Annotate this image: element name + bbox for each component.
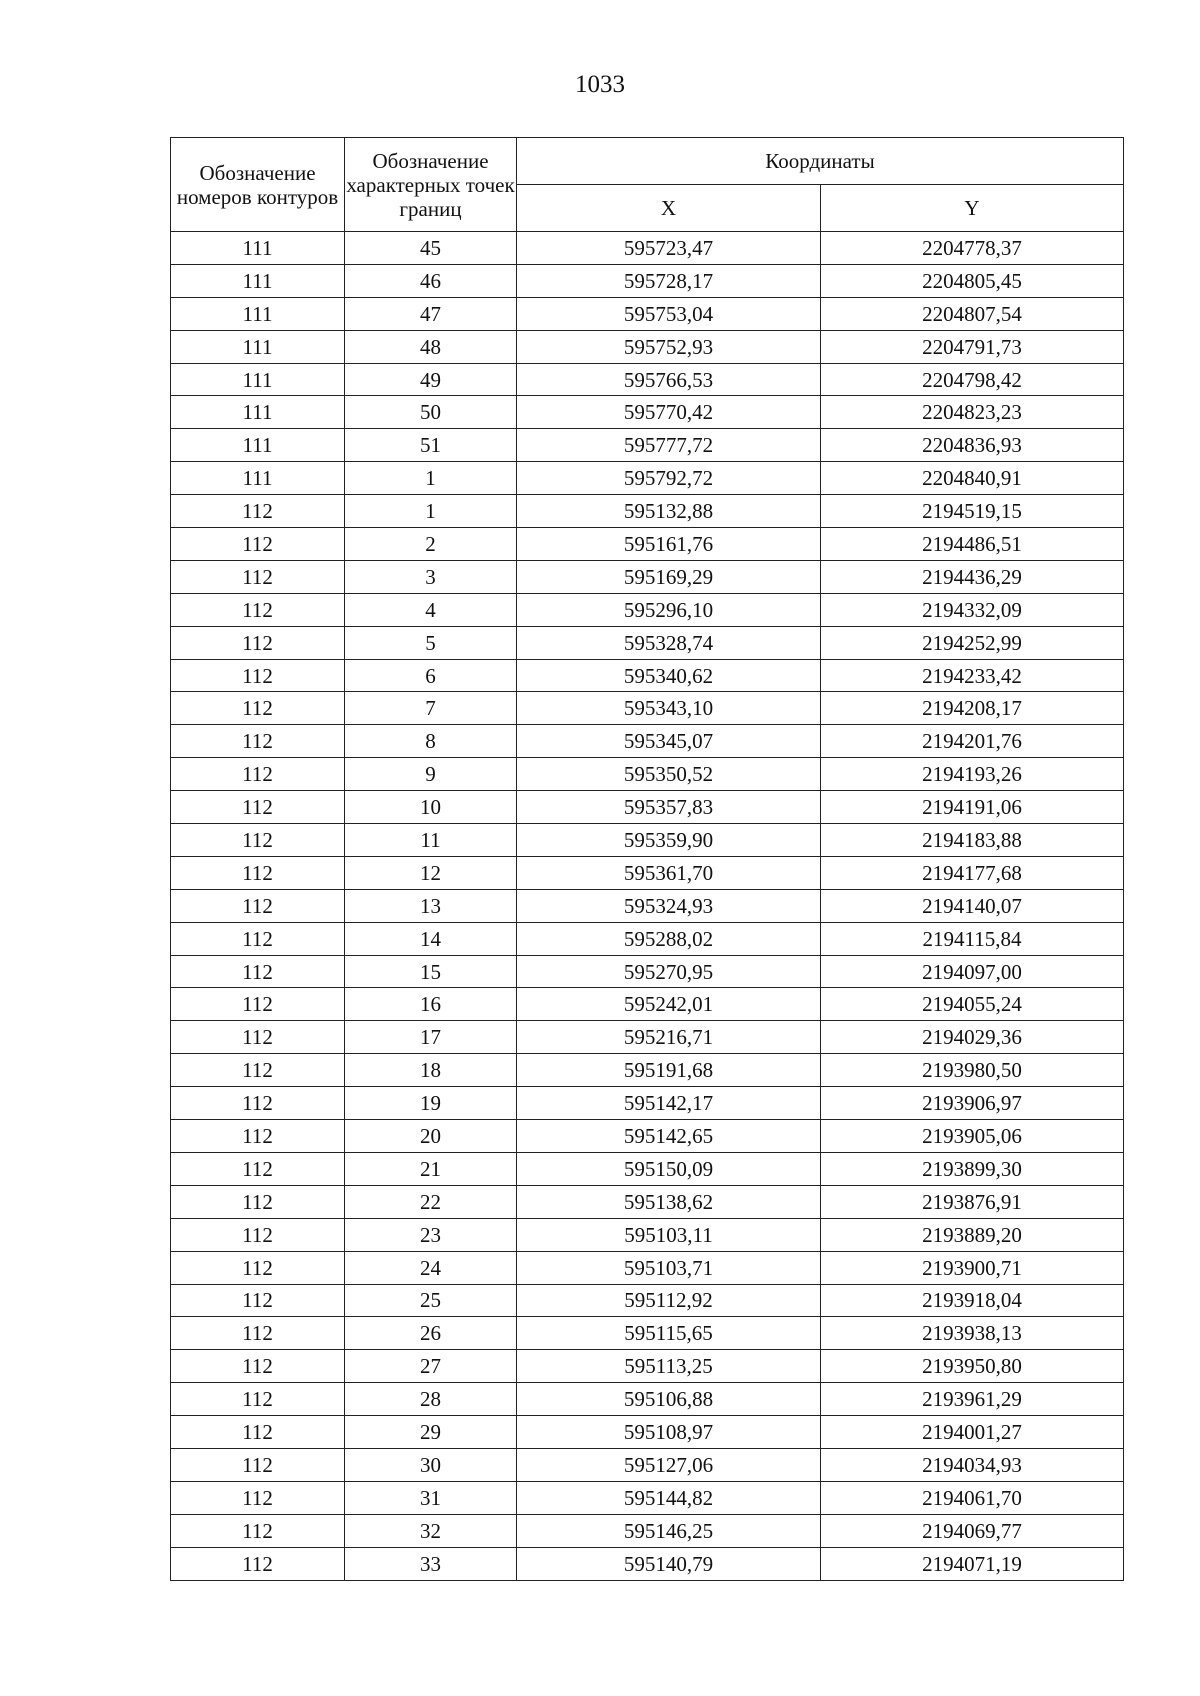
x-coordinate-cell: 595113,25	[517, 1350, 821, 1383]
y-coordinate-cell: 2193899,30	[821, 1152, 1124, 1185]
point-number-cell: 1	[345, 495, 517, 528]
point-number-cell: 49	[345, 363, 517, 396]
y-coordinate-cell: 2194097,00	[821, 955, 1124, 988]
y-coordinate-cell: 2193980,50	[821, 1054, 1124, 1087]
table-row	[171, 1317, 1124, 1350]
point-number-cell: 28	[345, 1383, 517, 1416]
x-coordinate-cell: 595132,88	[517, 495, 821, 528]
contour-number-cell: 112	[171, 955, 345, 988]
point-number-cell: 22	[345, 1185, 517, 1218]
table-row	[171, 232, 1124, 265]
table-row	[171, 692, 1124, 725]
contour-number-cell: 112	[171, 988, 345, 1021]
contour-number-cell: 111	[171, 429, 345, 462]
header-boundary-points: Обозначение характерных точек границ	[345, 138, 517, 232]
x-coordinate-cell: 595361,70	[517, 856, 821, 889]
table-row	[171, 462, 1124, 495]
contour-number-cell: 111	[171, 232, 345, 265]
point-number-cell: 51	[345, 429, 517, 462]
x-coordinate-cell: 595140,79	[517, 1547, 821, 1580]
table-row	[171, 1152, 1124, 1185]
y-coordinate-cell: 2194183,88	[821, 824, 1124, 857]
x-coordinate-cell: 595777,72	[517, 429, 821, 462]
contour-number-cell: 111	[171, 264, 345, 297]
x-coordinate-cell: 595142,17	[517, 1087, 821, 1120]
x-coordinate-cell: 595770,42	[517, 396, 821, 429]
point-number-cell: 5	[345, 626, 517, 659]
point-number-cell: 50	[345, 396, 517, 429]
point-number-cell: 16	[345, 988, 517, 1021]
contour-number-cell: 112	[171, 824, 345, 857]
y-coordinate-cell: 2193889,20	[821, 1218, 1124, 1251]
y-coordinate-cell: 2194001,27	[821, 1416, 1124, 1449]
y-coordinate-cell: 2194069,77	[821, 1514, 1124, 1547]
header-x: X	[517, 185, 821, 232]
contour-number-cell: 112	[171, 1547, 345, 1580]
x-coordinate-cell: 595138,62	[517, 1185, 821, 1218]
table-row	[171, 791, 1124, 824]
x-coordinate-cell: 595753,04	[517, 297, 821, 330]
point-number-cell: 13	[345, 889, 517, 922]
point-number-cell: 20	[345, 1120, 517, 1153]
table-row	[171, 1448, 1124, 1481]
contour-number-cell: 112	[171, 856, 345, 889]
x-coordinate-cell: 595350,52	[517, 758, 821, 791]
contour-number-cell: 111	[171, 330, 345, 363]
contour-number-cell: 112	[171, 889, 345, 922]
x-coordinate-cell: 595191,68	[517, 1054, 821, 1087]
table-row	[171, 955, 1124, 988]
contour-number-cell: 111	[171, 462, 345, 495]
table-row	[171, 1481, 1124, 1514]
table-body	[171, 232, 1124, 1581]
x-coordinate-cell: 595328,74	[517, 626, 821, 659]
y-coordinate-cell: 2204778,37	[821, 232, 1124, 265]
contour-number-cell: 112	[171, 1514, 345, 1547]
x-coordinate-cell: 595150,09	[517, 1152, 821, 1185]
contour-number-cell: 112	[171, 1383, 345, 1416]
y-coordinate-cell: 2204798,42	[821, 363, 1124, 396]
x-coordinate-cell: 595242,01	[517, 988, 821, 1021]
contour-number-cell: 112	[171, 1481, 345, 1514]
table-row	[171, 725, 1124, 758]
table-row	[171, 363, 1124, 396]
table-row	[171, 593, 1124, 626]
point-number-cell: 26	[345, 1317, 517, 1350]
point-number-cell: 32	[345, 1514, 517, 1547]
x-coordinate-cell: 595270,95	[517, 955, 821, 988]
y-coordinate-cell: 2204836,93	[821, 429, 1124, 462]
y-coordinate-cell: 2204791,73	[821, 330, 1124, 363]
point-number-cell: 23	[345, 1218, 517, 1251]
contour-number-cell: 112	[171, 1416, 345, 1449]
y-coordinate-cell: 2194519,15	[821, 495, 1124, 528]
x-coordinate-cell: 595343,10	[517, 692, 821, 725]
table-row	[171, 429, 1124, 462]
x-coordinate-cell: 595766,53	[517, 363, 821, 396]
y-coordinate-cell: 2193938,13	[821, 1317, 1124, 1350]
table-row	[171, 922, 1124, 955]
x-coordinate-cell: 595359,90	[517, 824, 821, 857]
y-coordinate-cell: 2193906,97	[821, 1087, 1124, 1120]
table-row	[171, 1087, 1124, 1120]
table-row	[171, 1547, 1124, 1580]
table-row	[171, 659, 1124, 692]
point-number-cell: 17	[345, 1021, 517, 1054]
table-header	[171, 138, 1124, 232]
x-coordinate-cell: 595144,82	[517, 1481, 821, 1514]
y-coordinate-cell: 2193876,91	[821, 1185, 1124, 1218]
table-row	[171, 626, 1124, 659]
x-coordinate-cell: 595161,76	[517, 528, 821, 561]
point-number-cell: 10	[345, 791, 517, 824]
point-number-cell: 14	[345, 922, 517, 955]
contour-number-cell: 111	[171, 363, 345, 396]
table-row	[171, 889, 1124, 922]
table-row	[171, 856, 1124, 889]
point-number-cell: 31	[345, 1481, 517, 1514]
x-coordinate-cell: 595216,71	[517, 1021, 821, 1054]
table-row	[171, 560, 1124, 593]
table-row	[171, 1021, 1124, 1054]
x-coordinate-cell: 595103,71	[517, 1251, 821, 1284]
table-row	[171, 824, 1124, 857]
x-coordinate-cell: 595296,10	[517, 593, 821, 626]
point-number-cell: 8	[345, 725, 517, 758]
header-contour-numbers: Обозначение номеров контуров	[171, 138, 345, 232]
y-coordinate-cell: 2204840,91	[821, 462, 1124, 495]
contour-number-cell: 112	[171, 1185, 345, 1218]
point-number-cell: 24	[345, 1251, 517, 1284]
y-coordinate-cell: 2193961,29	[821, 1383, 1124, 1416]
contour-number-cell: 111	[171, 396, 345, 429]
y-coordinate-cell: 2194486,51	[821, 528, 1124, 561]
table-row	[171, 396, 1124, 429]
x-coordinate-cell: 595723,47	[517, 232, 821, 265]
y-coordinate-cell: 2194193,26	[821, 758, 1124, 791]
point-number-cell: 47	[345, 297, 517, 330]
point-number-cell: 21	[345, 1152, 517, 1185]
coordinates-table	[170, 137, 1124, 1581]
y-coordinate-cell: 2193950,80	[821, 1350, 1124, 1383]
contour-number-cell: 112	[171, 791, 345, 824]
table-row	[171, 1185, 1124, 1218]
point-number-cell: 3	[345, 560, 517, 593]
contour-number-cell: 112	[171, 1152, 345, 1185]
contour-number-cell: 112	[171, 1021, 345, 1054]
contour-number-cell: 112	[171, 1448, 345, 1481]
contour-number-cell: 112	[171, 692, 345, 725]
contour-number-cell: 112	[171, 593, 345, 626]
y-coordinate-cell: 2194034,93	[821, 1448, 1124, 1481]
table-row	[171, 495, 1124, 528]
contour-number-cell: 112	[171, 626, 345, 659]
table-row	[171, 297, 1124, 330]
contour-number-cell: 112	[171, 495, 345, 528]
x-coordinate-cell: 595115,65	[517, 1317, 821, 1350]
y-coordinate-cell: 2193918,04	[821, 1284, 1124, 1317]
table-row	[171, 1284, 1124, 1317]
contour-number-cell: 112	[171, 1350, 345, 1383]
point-number-cell: 1	[345, 462, 517, 495]
table-row	[171, 1251, 1124, 1284]
contour-number-cell: 112	[171, 922, 345, 955]
table-row	[171, 1218, 1124, 1251]
x-coordinate-cell: 595340,62	[517, 659, 821, 692]
point-number-cell: 45	[345, 232, 517, 265]
table-row	[171, 1350, 1124, 1383]
point-number-cell: 11	[345, 824, 517, 857]
y-coordinate-cell: 2194055,24	[821, 988, 1124, 1021]
table-row	[171, 1383, 1124, 1416]
point-number-cell: 33	[345, 1547, 517, 1580]
contour-number-cell: 112	[171, 1087, 345, 1120]
contour-number-cell: 112	[171, 1218, 345, 1251]
x-coordinate-cell: 595357,83	[517, 791, 821, 824]
y-coordinate-cell: 2194208,17	[821, 692, 1124, 725]
y-coordinate-cell: 2193905,06	[821, 1120, 1124, 1153]
point-number-cell: 25	[345, 1284, 517, 1317]
point-number-cell: 12	[345, 856, 517, 889]
y-coordinate-cell: 2194233,42	[821, 659, 1124, 692]
contour-number-cell: 112	[171, 758, 345, 791]
point-number-cell: 30	[345, 1448, 517, 1481]
contour-number-cell: 112	[171, 659, 345, 692]
contour-number-cell: 112	[171, 528, 345, 561]
y-coordinate-cell: 2204823,23	[821, 396, 1124, 429]
point-number-cell: 29	[345, 1416, 517, 1449]
point-number-cell: 46	[345, 264, 517, 297]
y-coordinate-cell: 2194140,07	[821, 889, 1124, 922]
table-row	[171, 1120, 1124, 1153]
x-coordinate-cell: 595345,07	[517, 725, 821, 758]
point-number-cell: 19	[345, 1087, 517, 1120]
x-coordinate-cell: 595288,02	[517, 922, 821, 955]
x-coordinate-cell: 595792,72	[517, 462, 821, 495]
table-row	[171, 330, 1124, 363]
y-coordinate-cell: 2194201,76	[821, 725, 1124, 758]
y-coordinate-cell: 2194071,19	[821, 1547, 1124, 1580]
page-number: 1033	[575, 71, 625, 98]
y-coordinate-cell: 2194191,06	[821, 791, 1124, 824]
x-coordinate-cell: 595169,29	[517, 560, 821, 593]
y-coordinate-cell: 2193900,71	[821, 1251, 1124, 1284]
x-coordinate-cell: 595142,65	[517, 1120, 821, 1153]
x-coordinate-cell: 595752,93	[517, 330, 821, 363]
table-row	[171, 1054, 1124, 1087]
x-coordinate-cell: 595146,25	[517, 1514, 821, 1547]
y-coordinate-cell: 2194177,68	[821, 856, 1124, 889]
header-y: Y	[821, 185, 1124, 232]
point-number-cell: 2	[345, 528, 517, 561]
contour-number-cell: 112	[171, 560, 345, 593]
contour-number-cell: 111	[171, 297, 345, 330]
x-coordinate-cell: 595103,11	[517, 1218, 821, 1251]
table-row	[171, 264, 1124, 297]
y-coordinate-cell: 2204805,45	[821, 264, 1124, 297]
contour-number-cell: 112	[171, 725, 345, 758]
contour-number-cell: 112	[171, 1317, 345, 1350]
y-coordinate-cell: 2194252,99	[821, 626, 1124, 659]
y-coordinate-cell: 2204807,54	[821, 297, 1124, 330]
y-coordinate-cell: 2194115,84	[821, 922, 1124, 955]
x-coordinate-cell: 595106,88	[517, 1383, 821, 1416]
y-coordinate-cell: 2194061,70	[821, 1481, 1124, 1514]
contour-number-cell: 112	[171, 1054, 345, 1087]
x-coordinate-cell: 595108,97	[517, 1416, 821, 1449]
contour-number-cell: 112	[171, 1120, 345, 1153]
table-row	[171, 1416, 1124, 1449]
point-number-cell: 6	[345, 659, 517, 692]
header-coordinates: Координаты	[517, 138, 1124, 185]
x-coordinate-cell: 595112,92	[517, 1284, 821, 1317]
contour-number-cell: 112	[171, 1251, 345, 1284]
point-number-cell: 4	[345, 593, 517, 626]
y-coordinate-cell: 2194029,36	[821, 1021, 1124, 1054]
point-number-cell: 48	[345, 330, 517, 363]
y-coordinate-cell: 2194436,29	[821, 560, 1124, 593]
table-row	[171, 988, 1124, 1021]
point-number-cell: 15	[345, 955, 517, 988]
x-coordinate-cell: 595324,93	[517, 889, 821, 922]
table-row	[171, 1514, 1124, 1547]
table-row	[171, 528, 1124, 561]
x-coordinate-cell: 595127,06	[517, 1448, 821, 1481]
point-number-cell: 18	[345, 1054, 517, 1087]
table-row	[171, 758, 1124, 791]
point-number-cell: 9	[345, 758, 517, 791]
contour-number-cell: 112	[171, 1284, 345, 1317]
point-number-cell: 7	[345, 692, 517, 725]
x-coordinate-cell: 595728,17	[517, 264, 821, 297]
point-number-cell: 27	[345, 1350, 517, 1383]
y-coordinate-cell: 2194332,09	[821, 593, 1124, 626]
